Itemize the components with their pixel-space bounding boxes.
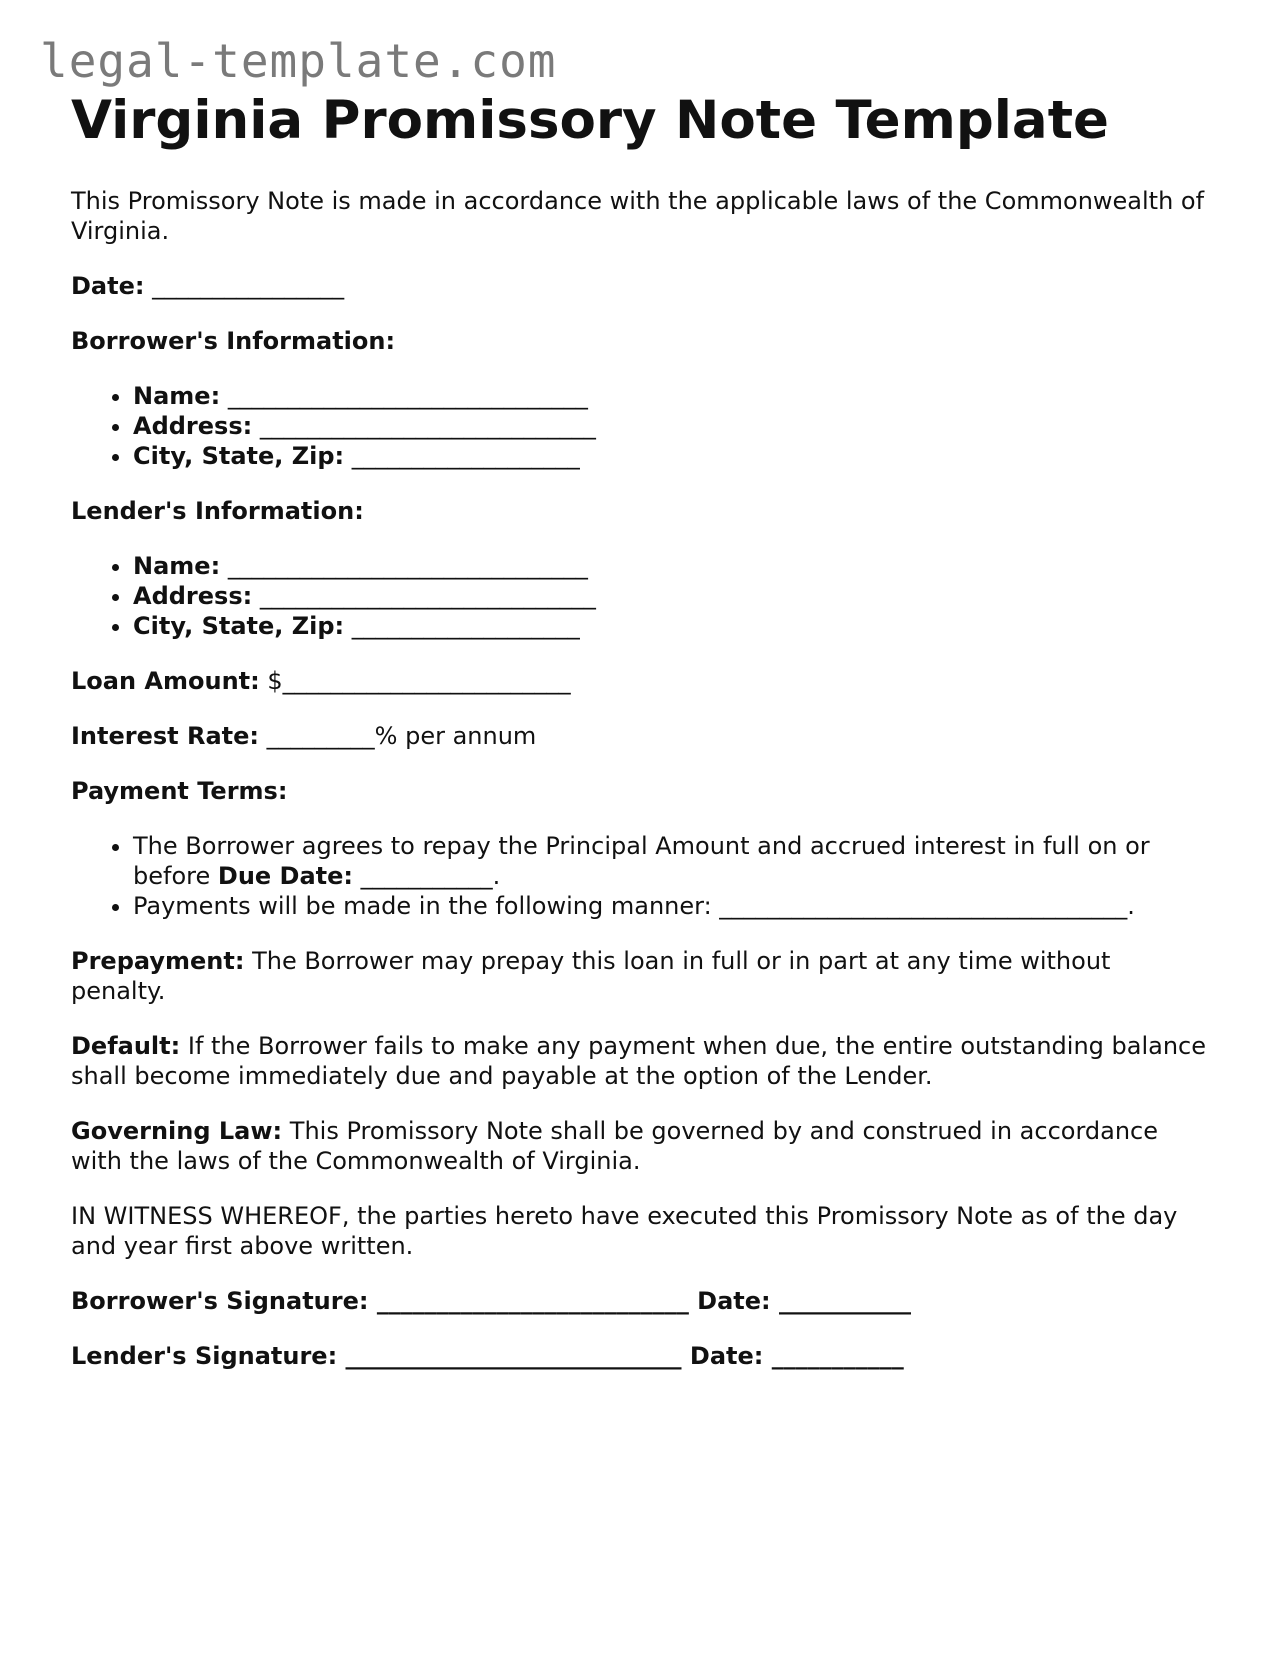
default-label: Default: xyxy=(71,1032,181,1060)
date-field xyxy=(71,271,1211,301)
date-label: Date: xyxy=(71,272,145,300)
lender-list xyxy=(71,551,1211,641)
prepayment-paragraph xyxy=(71,946,1211,1006)
borrower-city-blank: ___________________ xyxy=(351,442,580,470)
due-date-label: Due Date: xyxy=(217,862,353,890)
list-item xyxy=(133,441,1211,471)
borrower-address-label: Address: xyxy=(133,412,253,440)
default-paragraph xyxy=(71,1031,1211,1091)
intro-paragraph: This Promissory Note is made in accordance with the applicable laws of the Commonwealth of Virginia. xyxy=(71,187,1205,245)
list-item xyxy=(133,551,1211,581)
lender-address-blank: ____________________________ xyxy=(259,582,596,610)
lender-name-label: Name: xyxy=(133,552,221,580)
payment-manner-text: Payments will be made in the following manner: __________________________________. xyxy=(133,892,1135,920)
payment-term-text: The Borrower agrees to repay the Principal Amount and accrued interest in full on or before xyxy=(133,832,1150,890)
loan-amount-label: Loan Amount: xyxy=(71,667,260,695)
prepayment-text: The Borrower may prepay this loan in full or in part at any time without penalty. xyxy=(71,947,1111,1005)
document xyxy=(71,88,1211,1371)
borrower-signature-line: Borrower's Signature: __________________________ Date: ___________ xyxy=(71,1287,911,1315)
borrower-list xyxy=(71,381,1211,471)
borrower-name-label: Name: xyxy=(133,382,221,410)
governing-law-label: Governing Law: xyxy=(71,1117,283,1145)
interest-rate-value: _________% per annum xyxy=(266,722,537,750)
lender-city-label: City, State, Zip: xyxy=(133,612,345,640)
loan-amount-value: $________________________ xyxy=(267,667,571,695)
borrower-heading: Borrower's Information: xyxy=(71,327,396,355)
list-item xyxy=(133,381,1211,411)
lender-heading: Lender's Information: xyxy=(71,497,364,525)
list-item xyxy=(133,411,1211,441)
payment-terms-heading: Payment Terms: xyxy=(71,777,288,805)
governing-law-text: This Promissory Note shall be governed by and construed in accordance with the laws of the Commonwealth of Virginia. xyxy=(71,1117,1158,1175)
due-date-blank: ___________. xyxy=(360,862,501,890)
witness-paragraph: IN WITNESS WHEREOF, the parties hereto have executed this Promissory Note as of the day and year first above written. xyxy=(71,1202,1178,1260)
borrower-name-blank: ______________________________ xyxy=(227,382,588,410)
watermark: legal-template.com xyxy=(40,34,557,88)
default-text: If the Borrower fails to make any payment when due, the entire outstanding balance shall become immediately due and payable at the option of the Lender. xyxy=(71,1032,1207,1090)
payment-terms-list xyxy=(71,831,1211,921)
list-item xyxy=(133,831,1211,891)
lender-address-label: Address: xyxy=(133,582,253,610)
borrower-city-label: City, State, Zip: xyxy=(133,442,345,470)
governing-law-paragraph xyxy=(71,1116,1211,1176)
list-item xyxy=(133,611,1211,641)
interest-rate-label: Interest Rate: xyxy=(71,722,260,750)
list-item xyxy=(133,581,1211,611)
lender-signature-line: Lender's Signature: ____________________________ Date: ___________ xyxy=(71,1342,904,1370)
interest-rate-field xyxy=(71,721,1211,751)
list-item xyxy=(133,891,1211,921)
page-title: Virginia Promissory Note Template xyxy=(71,90,1109,151)
lender-city-blank: ___________________ xyxy=(351,612,580,640)
borrower-address-blank: ____________________________ xyxy=(259,412,596,440)
loan-amount-field xyxy=(71,666,1211,696)
date-blank: ________________ xyxy=(152,272,345,300)
prepayment-label: Prepayment: xyxy=(71,947,245,975)
lender-name-blank: ______________________________ xyxy=(227,552,588,580)
